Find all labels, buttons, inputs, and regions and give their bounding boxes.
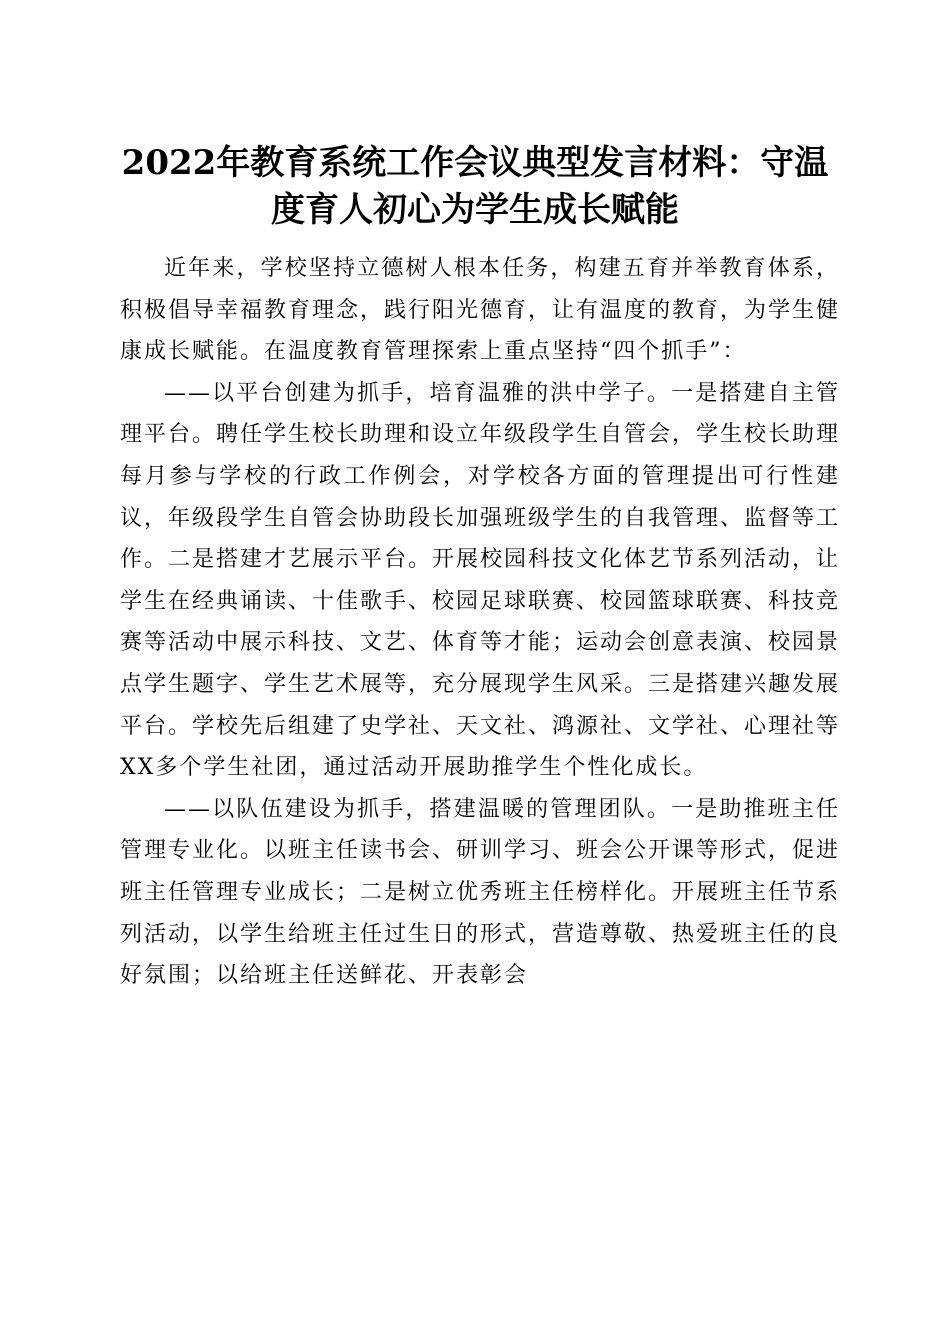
paragraph-platform: ——以平台创建为抓手，培育温雅的洪中学子。一是搭建自主管理平台。聘任学生校长助理和设立年级段学生自管会，学生校长助理每月参与学校的行政工作例会，对学校各方面的管理提出可行性建议，年级段学生自管会协助段长加强班级学生的自我管理、监督等工作。二是搭建才艺展示平台。开展校园科技文化体艺节系列活动，让学生在经典诵读、十佳歌手、校园足球联赛、校园篮球联赛、科技竞赛等活动中展示科技、文艺、体育等才能；运动会创意表演、校园景点学生题字、学生艺术展等，充分展现学生风采。三是搭建兴趣发展平台。学校先后组建了史学社、天文社、鸿源社、文学社、心理社等XX多个学生社团，通过活动开展助推学生个性化成长。: [120, 380, 841, 781]
paragraph-team: ——以队伍建设为抓手，搭建温暖的管理团队。一是助推班主任管理专业化。以班主任读书会、研训学习、班会公开课等形式，促进班主任管理专业成长；二是树立优秀班主任榜样化。开展班主任节系列活动，以学生给班主任过生日的形式，营造尊敬、热爱班主任的良好氛围；以给班主任送鲜花、开表彰会: [120, 796, 841, 989]
document-body: [120, 248, 840, 997]
document-title: 2022年教育系统工作会议典型发言材料：守温度育人初心为学生成长赋能: [121, 143, 829, 230]
paragraph-intro: 近年来，学校坚持立德树人根本任务，构建五育并举教育体系，积极倡导幸福教育理念，践行阳光德育，让有温度的教育，为学生健康成长赋能。在温度教育管理探索上重点坚持“四个抓手”：: [120, 256, 841, 365]
